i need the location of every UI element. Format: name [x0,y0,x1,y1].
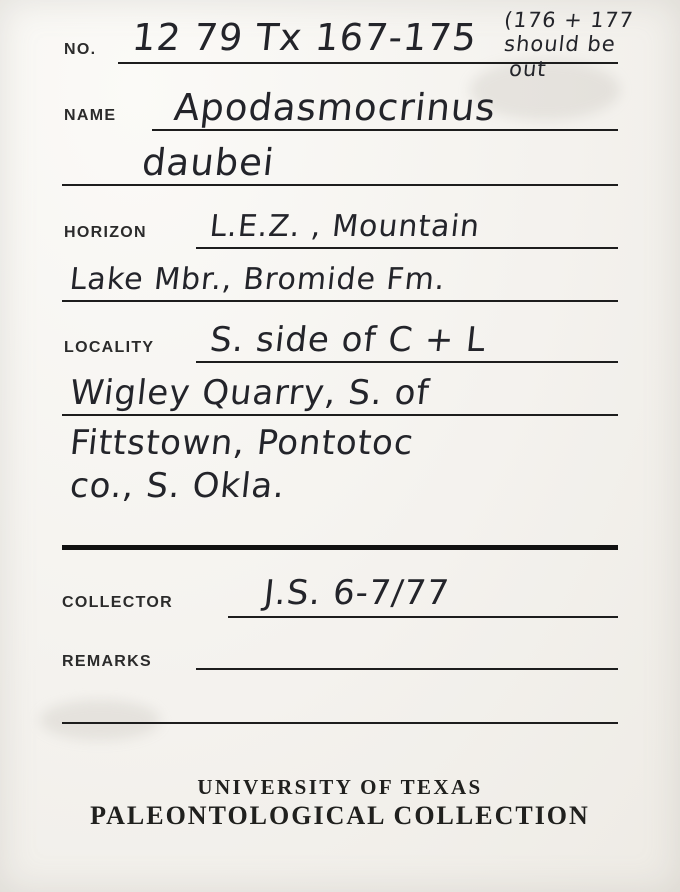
value-locality-line4: co., S. Okla. [68,466,288,506]
value-no-annotation-line3: out [508,57,548,81]
label-locality: LOCALITY [64,339,155,356]
value-no: 12 79 Tx 167-175 [130,16,480,59]
label-no: NO. [64,41,97,58]
value-no-annotation-line1: (176 + 177 [503,8,635,32]
rule-remarks-2 [62,722,618,724]
rule-locality-2 [62,414,618,416]
label-horizon: HORIZON [64,224,147,241]
rule-name-1 [152,129,618,131]
rule-collector [228,616,618,618]
label-remarks: REMARKS [62,653,152,670]
value-collector: J.S. 6-7/77 [262,573,452,613]
section-divider [62,545,618,550]
footer-line-collection: PALEONTOLOGICAL COLLECTION [90,801,590,830]
value-horizon-line2: Lake Mbr., Bromide Fm. [68,262,448,297]
rule-horizon-2 [62,300,618,302]
paper-smudge [40,700,160,740]
footer-line-institution: UNIVERSITY OF TEXAS [197,775,483,799]
rule-horizon-1 [196,247,618,249]
rule-locality-1 [196,361,618,363]
value-no-annotation-line2: should be [503,32,618,56]
value-name-line1: Apodasmocrinus [172,86,499,129]
value-locality-line1: S. side of C + L [208,320,489,360]
label-name: NAME [64,107,117,124]
value-horizon-line1: L.E.Z. , Mountain [208,209,482,244]
value-locality-line3: Fittstown, Pontotoc [68,423,416,463]
rule-name-2 [62,184,618,186]
value-locality-line2: Wigley Quarry, S. of [68,373,432,413]
value-name-line2: daubei [140,141,277,184]
rule-remarks-1 [196,668,618,670]
label-collector: COLLECTOR [62,594,173,611]
